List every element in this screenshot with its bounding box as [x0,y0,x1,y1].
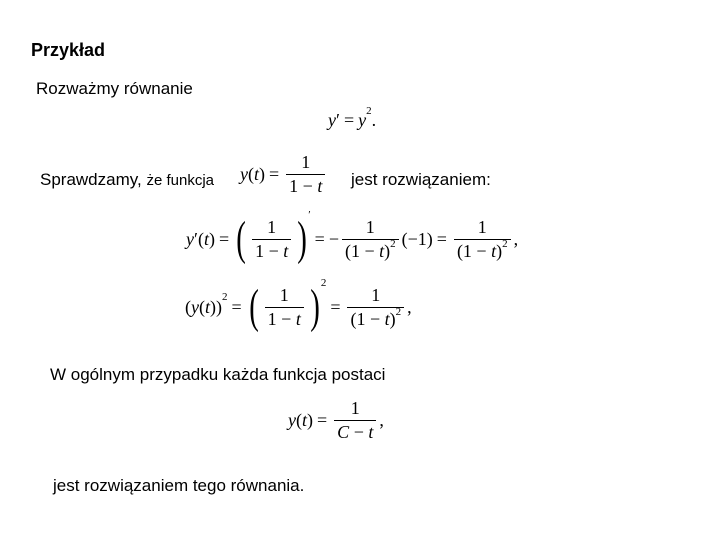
equation-general: y ( t ) = $\frac{1}{C - t}$ , [288,398,384,442]
equation-square: ( y ( t ) ) 2 = ( $\frac{1}{1 - t}$ ) 2 = $\frac{1}{(1 - t)^2}$ , [185,277,412,333]
check-text-main: Sprawdzamy, [40,170,147,189]
solution-text: jest rozwiązaniem: [351,170,491,189]
check-text [40,170,214,190]
closing-text: jest rozwiązaniem tego równania. [53,476,305,495]
equation-candidate: y ( t ) = $\frac{1}{1 - t}$ [240,152,328,197]
check-text-small: że funkcja [146,172,214,189]
fraction: $\frac{1}{1 - t}$ [286,152,325,197]
general-text: W ogólnym przypadku każda funkcja postaci [50,365,386,384]
slide-title: Przykład [31,40,106,60]
equation-derivative: y ′( t ) = ( $\frac{1}{1 - t}$ ) ′ = − $\frac{1}{(1 - t)^2}$ (−1) = $\frac{1}{(1 - t)^2}$ , [186,209,519,265]
intro-text: Rozważmy równanie [36,79,193,98]
equation-ode: y ′ = y 2 . [328,104,377,130]
